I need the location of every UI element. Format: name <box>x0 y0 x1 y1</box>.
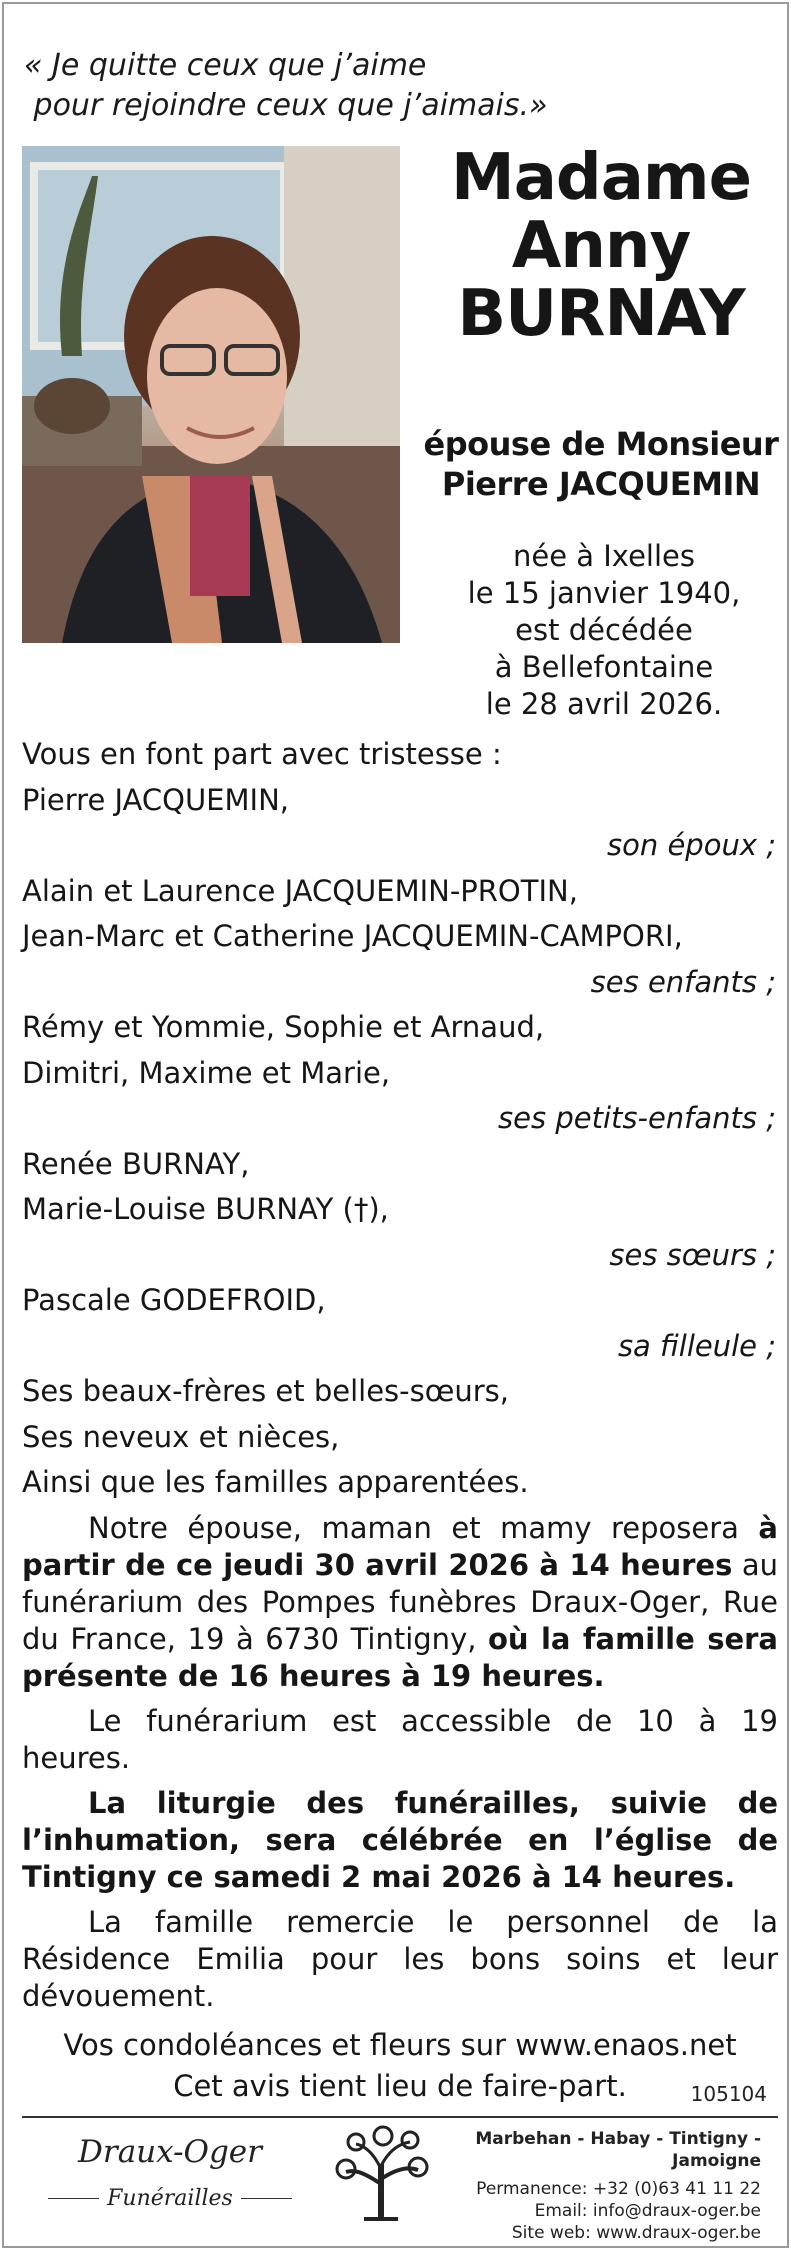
funerarium-hours: Le funérarium est accessible de 10 à 19 heures. <box>22 1703 778 1775</box>
intro-line: Vous en font part avec tristesse : <box>22 737 502 771</box>
obituary-card <box>2 2 789 2248</box>
towns-line: Marbehan - Habay - Tintigny - Jamoigne <box>475 2129 761 2171</box>
funeral-liturgy <box>22 1785 778 1896</box>
others-line: Ses beaux-frères et belles-sœurs, <box>22 1374 510 1408</box>
family-relation: son époux ; <box>607 828 776 862</box>
spouse-line: épouse de Monsieur <box>423 425 779 463</box>
logo-sub-text: Funérailles <box>107 2185 233 2211</box>
birth-death-info <box>434 538 774 723</box>
tree-icon <box>326 2124 436 2224</box>
family-name: Rémy et Yommie, Sophie et Arnaud, <box>22 1010 545 1044</box>
funeral-home-logo-sub <box>40 2182 300 2214</box>
visitation-start: à partir de ce jeudi 30 avril 2026 à 14 heures <box>22 1510 778 1582</box>
logo-dash <box>241 2198 292 2199</box>
family-presence: où la famille sera présente de 16 heures à 19 heures. <box>22 1621 778 1693</box>
birth-line: à Bellefontaine <box>494 650 714 684</box>
quote-line: pour rejoindre ceux que j’aimais.» <box>24 88 548 123</box>
birth-line: le 28 avril 2026. <box>485 687 723 721</box>
family-name: Alain et Laurence JACQUEMIN-PROTIN, <box>22 873 578 908</box>
birth-line: née à Ixelles <box>512 539 695 573</box>
spouse-line: Pierre JACQUEMIN <box>441 465 761 503</box>
family-name: Pascale GODEFROID, <box>22 1283 326 1317</box>
thanks-paragraph: La famille remercie le personnel de la Résidence Emilia pour les bons soins et leur dévouement. <box>22 1904 778 2013</box>
epigraph-quote <box>24 46 584 126</box>
birth-line: le 15 janvier 1940, <box>467 576 741 610</box>
liturgy-text: La liturgie des funérailles, suivie de l’inhumation, sera célébrée en l’église de Tintigny ce samedi 2 mai 2026 à 14 heures. <box>22 1785 778 1894</box>
quote-line: « Je quitte ceux que j’aime <box>24 48 427 83</box>
family-name: Dimitri, Maxime et Marie, <box>22 1055 391 1090</box>
logo-dash <box>48 2198 99 2199</box>
family-name: Pierre JACQUEMIN, <box>22 782 289 817</box>
notice-line: Cet avis tient lieu de faire-part. <box>173 2068 627 2103</box>
website-line: Site web: www.draux-oger.be <box>511 2223 761 2243</box>
name-title: Madame <box>451 141 751 215</box>
condolences-line: Vos condoléances et fleurs sur www.enaos.net <box>63 2027 737 2062</box>
family-name: Jean-Marc et Catherine JACQUEMIN-CAMPORI, <box>22 919 683 953</box>
portrait-photo <box>22 146 400 643</box>
name-first: Anny <box>511 209 691 283</box>
family-relation: sa filleule ; <box>617 1328 776 1363</box>
funeral-home-contact <box>421 2128 761 2244</box>
funeral-home-logo-name: Draux-Oger <box>78 2134 262 2170</box>
email-line: Email: info@draux-oger.be <box>534 2201 761 2221</box>
family-relation: ses sœurs ; <box>609 1237 776 1272</box>
others-line: Ainsi que les familles apparentées. <box>22 1465 529 1499</box>
birth-line: est décédée <box>515 613 693 647</box>
phone-line: Permanence: +32 (0)63 41 11 22 <box>476 2179 761 2199</box>
others-line: Ses neveux et nièces, <box>22 1419 340 1454</box>
family-name: Marie-Louise BURNAY (†), <box>22 1192 389 1226</box>
announcement-body <box>22 732 778 2107</box>
visitation-paragraph <box>22 1510 778 1695</box>
family-relation: ses petits-enfants ; <box>498 1101 776 1135</box>
visitation-location: au funérarium des Pompes funèbres Draux-Oger, Rue du France, 19 à 6730 Tintigny, <box>22 1547 778 1656</box>
spouse-info <box>406 424 791 504</box>
family-relation: ses enfants ; <box>590 964 776 999</box>
name-last: BURNAY <box>457 277 745 351</box>
visitation-text: Notre épouse, maman et mamy reposera <box>88 1510 759 1545</box>
deceased-name <box>406 141 791 351</box>
footer-divider <box>22 2116 778 2118</box>
reference-number: 105104 <box>690 2082 767 2106</box>
family-name: Renée BURNAY, <box>22 1146 250 1181</box>
